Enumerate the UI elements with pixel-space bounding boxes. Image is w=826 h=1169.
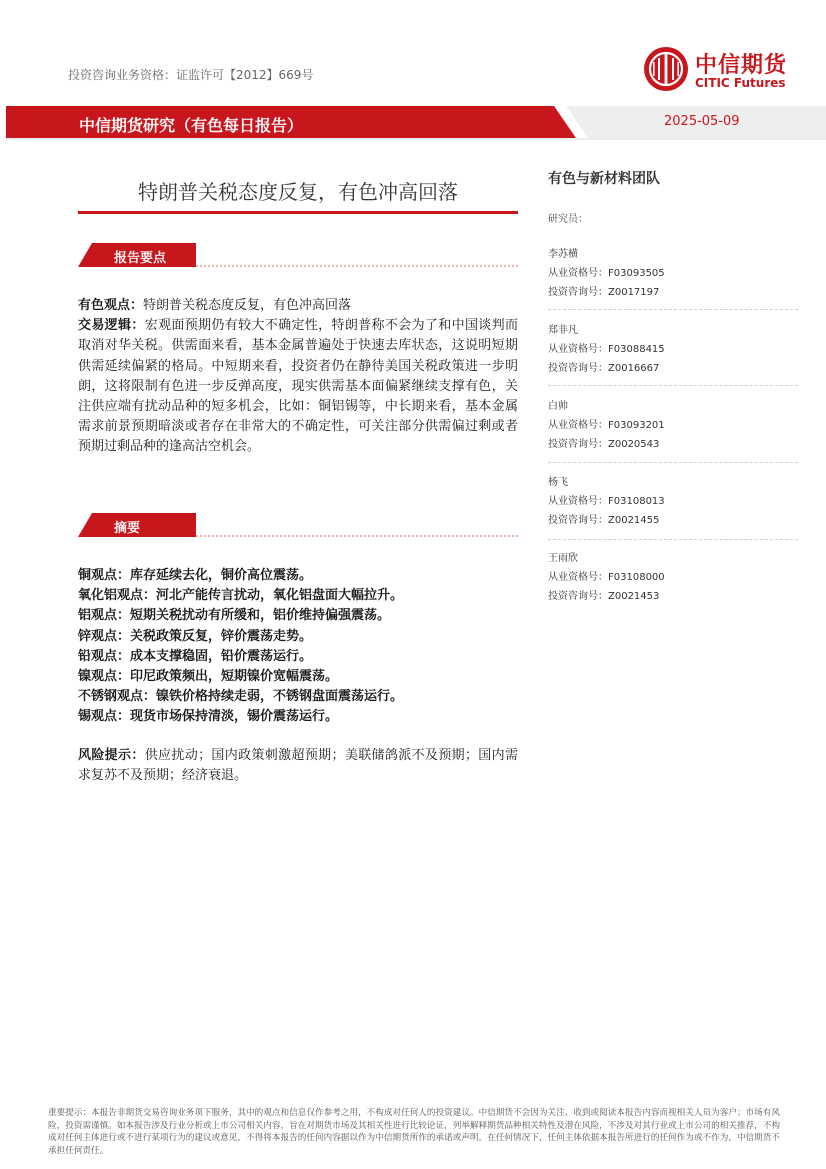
report-title: 特朗普关税态度反复，有色冲高回落 xyxy=(138,180,458,204)
citic-logo-icon xyxy=(643,46,689,92)
analyst-divider xyxy=(548,385,798,386)
summary-item: 镍观点：印尼政策频出，短期镍价宽幅震荡。 xyxy=(78,669,339,685)
analyst-divider xyxy=(548,462,798,463)
summary-item: 氧化铝观点：河北产能传言扰动，氧化铝盘面大幅拉升。 xyxy=(78,588,404,604)
analyst-qualification: 从业资格号：F03108013 xyxy=(548,496,665,507)
logic-text: 宏观面预期仍有较大不确定性，特朗普称不会为了和中国谈判而取消对华关税。供需面来看，基本金属普遍处于快速去库状态，这说明短期供需延续偏紧的格局。中短期来看，投资者仍在静待美国关税政策进一步明朗，这将限制有色进一步反弹高度，现实供需基本面偏紧继续支撑有色，关注供应端有扰动品种的短多机会，比如：铜铝锡等，中长期来看，基本金属需求前景预期暗淡或者存在非常大的不确定性，可关注部分供需偏过剩或者预期过剩品种的逢高沽空机会。 xyxy=(78,318,518,455)
summary-item: 不锈钢观点：镍铁价格持续走弱，不锈钢盘面震荡运行。 xyxy=(78,689,404,705)
section-summary xyxy=(78,513,518,537)
section-divider xyxy=(196,535,518,537)
analyst-consult-number: 投资咨询号：Z0021453 xyxy=(548,591,660,602)
section-key-points-label: 报告要点 xyxy=(114,251,167,266)
report-date: 2025-05-09 xyxy=(664,114,740,129)
analyst-consult-number: 投资咨询号：Z0016667 xyxy=(548,363,660,374)
title-underline xyxy=(78,211,518,214)
logo-chinese-name: 中信期货 xyxy=(695,53,788,78)
analyst-card xyxy=(548,397,748,454)
view-paragraph xyxy=(78,296,518,316)
analyst-qualification: 从业资格号：F03093201 xyxy=(548,420,665,431)
analyst-card xyxy=(548,473,748,530)
analyst-qualification: 从业资格号：F03093505 xyxy=(548,268,665,279)
section-divider xyxy=(196,265,518,267)
researcher-label: 研究员： xyxy=(548,214,588,225)
analyst-name: 郑非凡 xyxy=(548,325,578,336)
license-text: 投资咨询业务资格：证监许可【2012】669号 xyxy=(68,68,314,82)
banner-title: 中信期货研究（有色每日报告） xyxy=(79,116,304,135)
risk-warning xyxy=(78,746,518,786)
analyst-consult-number: 投资咨询号：Z0020543 xyxy=(548,439,660,450)
analyst-card xyxy=(548,321,748,378)
company-logo xyxy=(643,46,803,94)
analyst-card xyxy=(548,549,748,606)
section-key-points xyxy=(78,243,518,267)
analyst-name: 李苏横 xyxy=(548,249,578,260)
disclaimer-text: 重要提示：本报告非期货交易咨询业务项下服务，其中的观点和信息仅作参考之用，不构成对任何人的投资建议。中信期货不会因为关注、收到或阅读本报告内容而视相关人员为客户；市场有风险，投资需谨慎。如本报告涉及行业分析或上市公司相关内容，旨在对期货市场及其相关性进行比较论证，列举解释期货品种相关特性及潜在风险，不涉及对其行业或上市公司的相关推荐，不构成对任何主体进行或不进行某项行为的建议或意见，不得将本报告的任何内容据以作为中信期货所作的承诺或声明。在任何情况下，任何主体依据本报告所进行的任何作为或不作为，中信期货不承担任何责任。 xyxy=(48,1108,780,1156)
summary-item: 锌观点：关税政策反复，锌价震荡走势。 xyxy=(78,628,313,644)
section-summary-label: 摘要 xyxy=(114,521,141,536)
summary-item: 铝观点：短期关税扰动有所缓和，铝价维持偏强震荡。 xyxy=(78,608,391,624)
view-label: 有色观点： xyxy=(78,298,144,313)
analyst-qualification: 从业资格号：F03108000 xyxy=(548,572,665,583)
logo-english-name: CITIC Futures xyxy=(695,76,786,90)
analyst-name: 杨飞 xyxy=(548,477,568,488)
summary-item: 铅观点：成本支撑稳固，铅价震荡运行。 xyxy=(78,648,313,664)
analyst-name: 王雨欣 xyxy=(548,553,578,564)
risk-label: 风险提示： xyxy=(78,748,145,763)
risk-text: 供应扰动；国内政策刺激超预期；美联储鸽派不及预期；国内需求复苏不及预期；经济衰退。 xyxy=(78,748,518,784)
summary-item: 铜观点：库存延续去化，铜价高位震荡。 xyxy=(78,568,313,583)
logic-label: 交易逻辑： xyxy=(78,318,145,334)
logic-paragraph xyxy=(78,316,518,457)
analyst-consult-number: 投资咨询号：Z0021455 xyxy=(548,515,660,526)
key-points-body xyxy=(78,296,518,458)
analyst-divider xyxy=(548,539,798,540)
team-name: 有色与新材料团队 xyxy=(548,171,660,187)
report-banner xyxy=(6,104,826,140)
analyst-card xyxy=(548,245,748,302)
analyst-divider xyxy=(548,309,798,310)
analyst-qualification: 从业资格号：F03088415 xyxy=(548,344,665,355)
view-text: 特朗普关税态度反复，有色冲高回落 xyxy=(143,298,352,313)
summary-list xyxy=(78,566,518,728)
summary-item: 锡观点：现货市场保持清淡，锡价震荡运行。 xyxy=(78,709,339,725)
analyst-name: 白帅 xyxy=(548,401,568,412)
analyst-consult-number: 投资咨询号：Z0017197 xyxy=(548,287,660,298)
